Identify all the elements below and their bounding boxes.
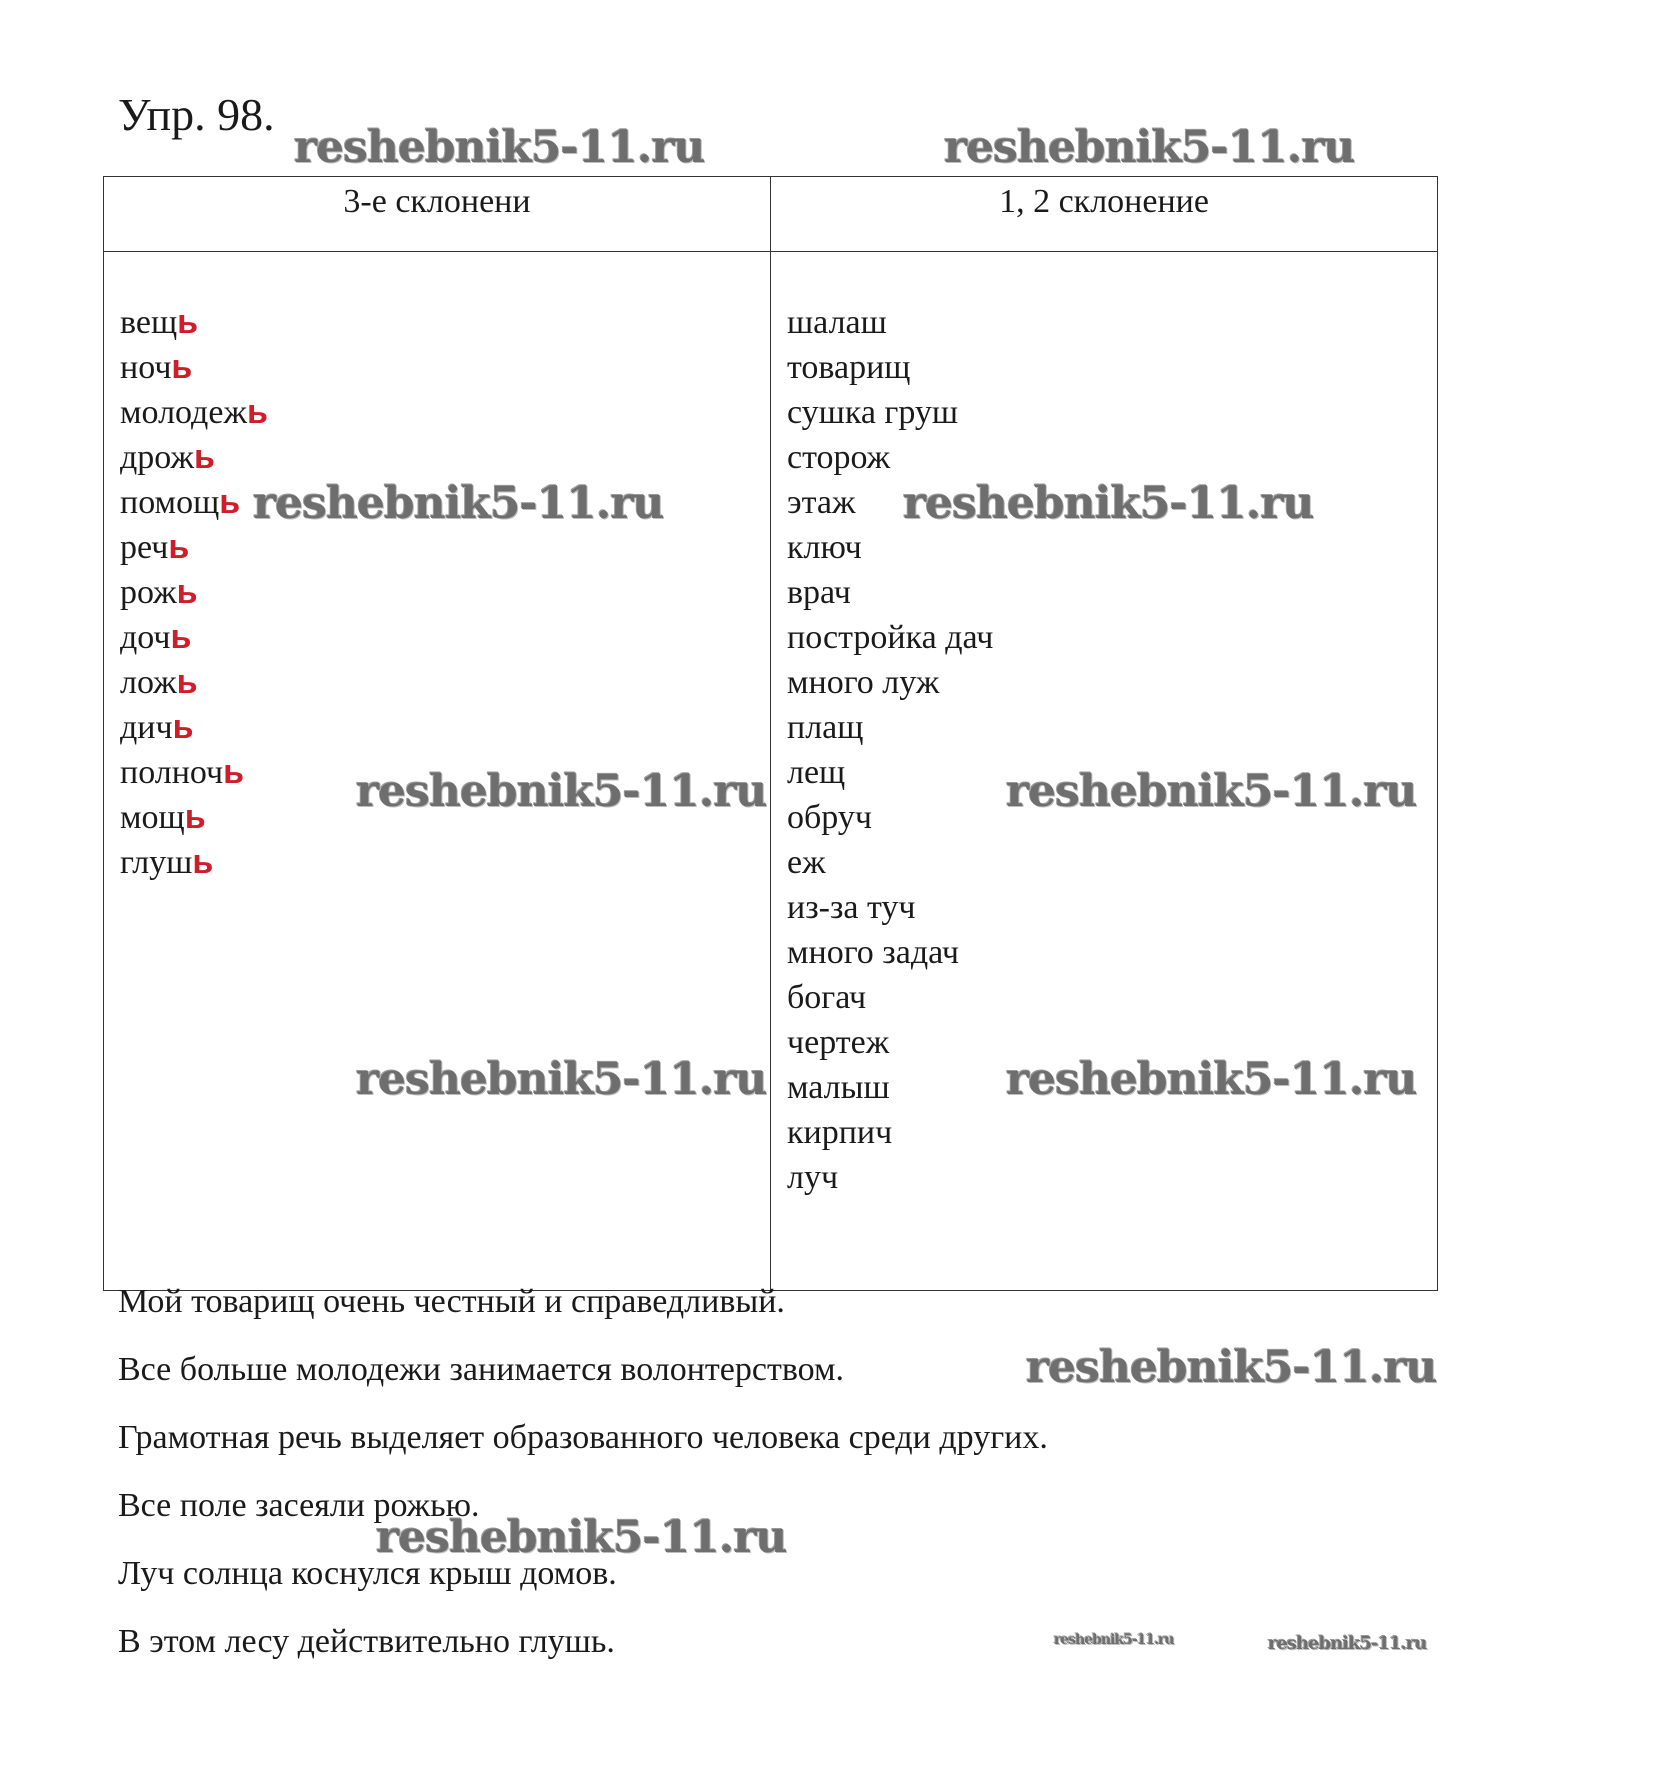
third-declension-word bbox=[120, 435, 770, 480]
example-sentences bbox=[118, 1278, 1048, 1686]
first-second-declension-word: сушка груш bbox=[787, 394, 959, 431]
soft-sign-ending: ь bbox=[177, 303, 199, 341]
watermark: reshebnik5-11.ru bbox=[356, 766, 767, 817]
watermark: reshebnik5-11.ru bbox=[356, 1054, 767, 1105]
third-declension-column bbox=[104, 252, 771, 1291]
soft-sign-ending: ь bbox=[192, 843, 214, 881]
watermark: reshebnik5-11.ru bbox=[944, 122, 1355, 173]
first-second-declension-word: плащ bbox=[787, 709, 864, 746]
first-second-declension-word: лещ bbox=[787, 754, 846, 791]
third-declension-word bbox=[120, 525, 770, 570]
watermark: reshebnik5-11.ru bbox=[1268, 1633, 1427, 1654]
watermark: reshebnik5-11.ru bbox=[1054, 1632, 1174, 1648]
word-stem: ноч bbox=[120, 349, 172, 386]
third-declension-word-list bbox=[120, 300, 770, 885]
first-second-declension-word: этаж bbox=[787, 484, 856, 521]
word-stem: лож bbox=[120, 664, 177, 701]
word-stem: молодеж bbox=[120, 394, 247, 431]
first-second-declension-word: сторож bbox=[787, 439, 891, 476]
watermark: reshebnik5-11.ru bbox=[903, 478, 1314, 529]
header-third-declension: 3-е склонени bbox=[104, 177, 771, 252]
example-sentence: Грамотная речь выделяет образованного человека среди других. bbox=[118, 1419, 1048, 1456]
word-stem: вещ bbox=[120, 304, 178, 341]
first-second-declension-word: из-за туч bbox=[787, 889, 916, 926]
word-stem: дрож bbox=[120, 439, 194, 476]
soft-sign-ending: ь bbox=[170, 618, 192, 656]
third-declension-word bbox=[120, 345, 770, 390]
first-second-declension-word: богач bbox=[787, 979, 867, 1016]
word-stem: дич bbox=[120, 709, 173, 746]
declension-table bbox=[103, 176, 1438, 1291]
first-second-declension-word: еж bbox=[787, 844, 826, 881]
soft-sign-ending: ь bbox=[176, 573, 198, 611]
first-second-declension-word: шалаш bbox=[787, 304, 887, 341]
soft-sign-ending: ь bbox=[168, 528, 190, 566]
watermark: reshebnik5-11.ru bbox=[253, 478, 664, 529]
table-body-row bbox=[104, 252, 1438, 1291]
third-declension-word bbox=[120, 840, 770, 885]
first-second-declension-word: ключ bbox=[787, 529, 862, 566]
word-stem: мощ bbox=[120, 799, 185, 836]
first-second-declension-word: много луж bbox=[787, 664, 940, 701]
third-declension-word bbox=[120, 300, 770, 345]
word-stem: помощ bbox=[120, 484, 220, 521]
first-second-declension-word: луч bbox=[787, 1159, 839, 1196]
example-sentence: Мой товарищ очень честный и справедливый. bbox=[118, 1283, 785, 1320]
first-second-declension-word: постройка дач bbox=[787, 619, 994, 656]
third-declension-word bbox=[120, 390, 770, 435]
third-declension-word bbox=[120, 705, 770, 750]
exercise-title: Упр. 98. bbox=[118, 89, 275, 140]
watermark: reshebnik5-11.ru bbox=[376, 1512, 787, 1563]
example-sentence: Все поле засеяли рожью. bbox=[118, 1487, 480, 1524]
third-declension-word bbox=[120, 570, 770, 615]
soft-sign-ending: ь bbox=[184, 798, 206, 836]
soft-sign-ending: ь bbox=[171, 348, 193, 386]
header-first-second-declension: 1, 2 склонение bbox=[771, 177, 1438, 252]
first-second-declension-column bbox=[771, 252, 1438, 1291]
soft-sign-ending: ь bbox=[193, 438, 215, 476]
example-sentence: В этом лесу действительно глушь. bbox=[118, 1623, 615, 1660]
first-second-declension-word: много задач bbox=[787, 934, 959, 971]
first-second-declension-word: обруч bbox=[787, 799, 872, 836]
word-stem: доч bbox=[120, 619, 171, 656]
third-declension-word bbox=[120, 750, 770, 795]
first-second-declension-word: чертеж bbox=[787, 1024, 890, 1061]
third-declension-word bbox=[120, 795, 770, 840]
third-declension-word bbox=[120, 660, 770, 705]
table-header-row bbox=[104, 177, 1438, 252]
watermark: reshebnik5-11.ru bbox=[294, 122, 705, 173]
first-second-declension-word: кирпич bbox=[787, 1114, 893, 1151]
word-stem: рож bbox=[120, 574, 177, 611]
watermark: reshebnik5-11.ru bbox=[1006, 766, 1417, 817]
first-second-declension-word-list bbox=[787, 300, 1437, 1200]
third-declension-word bbox=[120, 480, 770, 525]
watermark: reshebnik5-11.ru bbox=[1006, 1054, 1417, 1105]
example-sentence: Луч солнца коснулся крыш домов. bbox=[118, 1555, 617, 1592]
word-stem: реч bbox=[120, 529, 169, 566]
word-stem: полноч bbox=[120, 754, 224, 791]
example-sentence: Все больше молодежи занимается волонтерством. bbox=[118, 1351, 845, 1388]
soft-sign-ending: ь bbox=[172, 708, 194, 746]
word-stem: глуш bbox=[120, 844, 193, 881]
first-second-declension-word: малыш bbox=[787, 1069, 890, 1106]
soft-sign-ending: ь bbox=[246, 393, 268, 431]
watermark: reshebnik5-11.ru bbox=[1026, 1342, 1437, 1393]
first-second-declension-word: врач bbox=[787, 574, 851, 611]
soft-sign-ending: ь bbox=[176, 663, 198, 701]
soft-sign-ending: ь bbox=[223, 753, 245, 791]
first-second-declension-word: товарищ bbox=[787, 349, 911, 386]
soft-sign-ending: ь bbox=[219, 483, 241, 521]
third-declension-word bbox=[120, 615, 770, 660]
